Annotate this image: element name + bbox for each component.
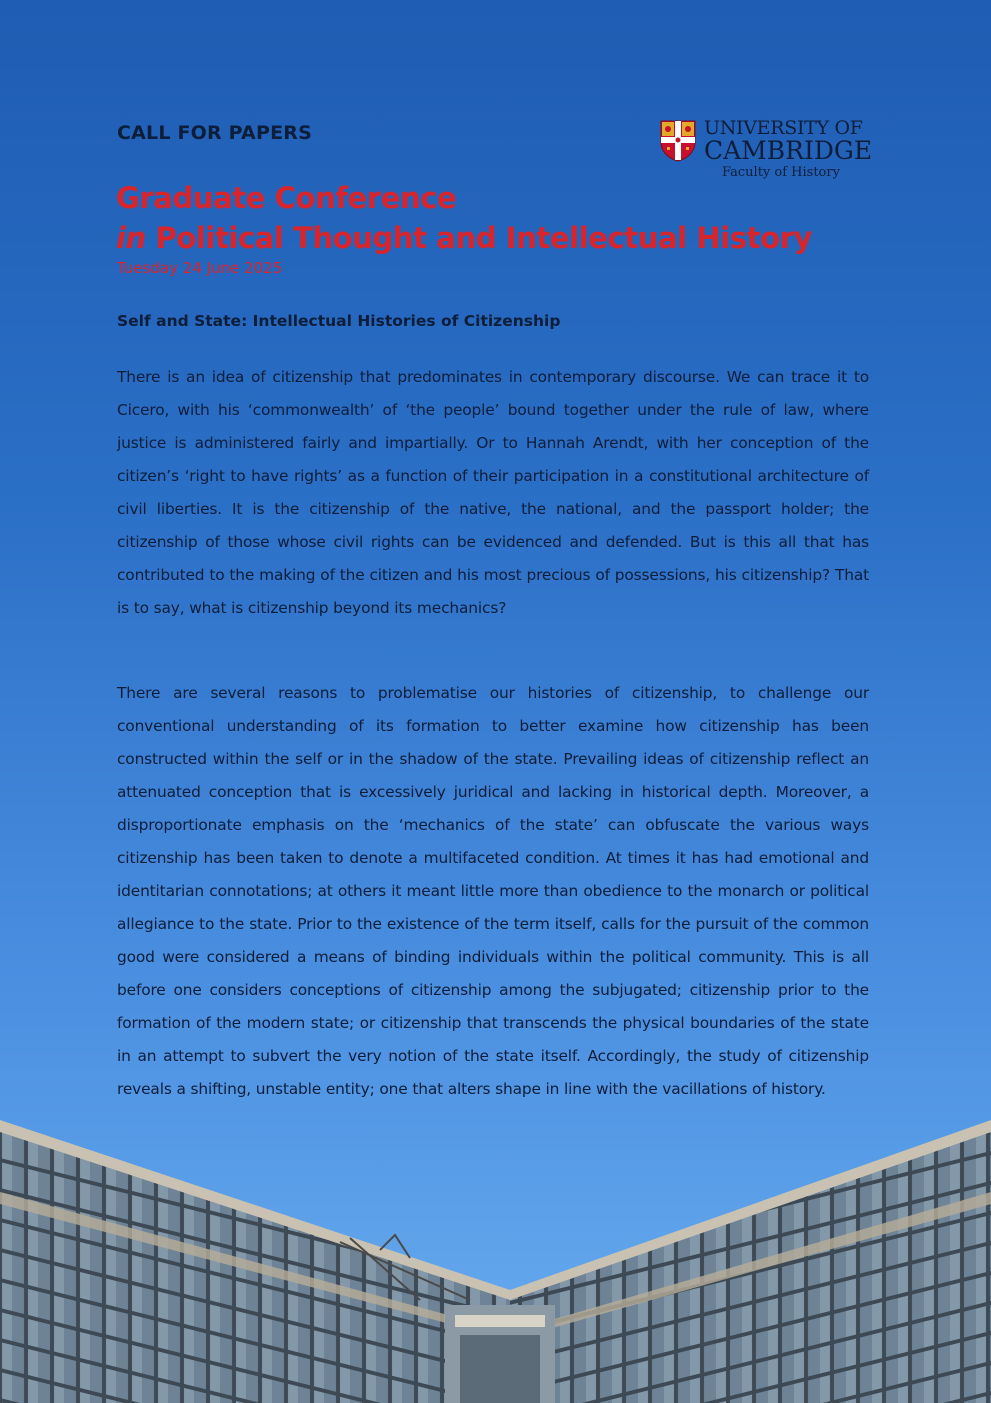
cambridge-crest-icon	[660, 120, 696, 162]
conference-date: Tuesday 24 June 2025	[117, 259, 283, 277]
body-paragraph-2: There are several reasons to problematise our histories of citizenship, to challenge our conventional understanding of its formation to better examine how citizenship has been constructed within the self or in the shadow of the state. Prevailing ideas of citizenship reflect an attenuated conception that is excessively juridical and lacking in historical depth. Moreover, a disproportionate emphasis on the ‘mechanics of the state’ can obfuscate the various ways citizenship has been taken to denote a multifaceted condition. At times it has had emotional and identitarian connotations; at others it meant little more than obedience to the monarch or political allegiance to the state. Prior to the existence of the term itself, calls for the pursuit of the common good were considered a means of binding individuals within the political community. This is all before one considers conceptions of citizenship among the subjugated; citizenship prior to the formation of the modern state; or citizenship that transcends the physical boundaries of the state in an attempt to subvert the very notion of the state itself. Accordingly, the study of citizenship reveals a shifting, unstable entity; one that alters shape in line with the vacillations of history.	[117, 684, 869, 1098]
university-name-line1: UNIVERSITY OF	[704, 117, 863, 139]
conference-title-line1: Graduate Conference	[116, 181, 457, 215]
university-name	[704, 117, 872, 163]
conference-title-in: in	[116, 221, 146, 255]
faculty-name: Faculty of History	[722, 165, 840, 180]
conference-title-rest: Political Thought and Intellectual History	[145, 221, 813, 255]
body-paragraph-1: There is an idea of citizenship that predominates in contemporary discourse. We can trace it to Cicero, with his ‘commonwealth’ of ‘the people’ bound together under the rule of law, where justice is administered fairly and impartially. Or to Hannah Arendt, with her conception of the citizen’s ‘right to have rights’ as a function of their participation in a constitutional architecture of civil liberties. It is the citizenship of the native, the national, and the passport holder; the citizenship of those whose civil rights can be evidenced and defended. But is this all that has contributed to the making of the citizen and his most precious of possessions, his citizenship? That is to say, what is citizenship beyond its mechanics?	[117, 368, 869, 617]
cambridge-logo	[660, 117, 875, 187]
university-name-line2: CAMBRIDGE	[704, 136, 873, 165]
conference-title	[116, 178, 812, 258]
call-for-papers-label: CALL FOR PAPERS	[117, 122, 312, 144]
building-photo-image	[0, 1100, 991, 1403]
conference-title-line2	[116, 218, 812, 258]
theme-title: Self and State: Intellectual Histories of Citizenship	[117, 312, 561, 330]
